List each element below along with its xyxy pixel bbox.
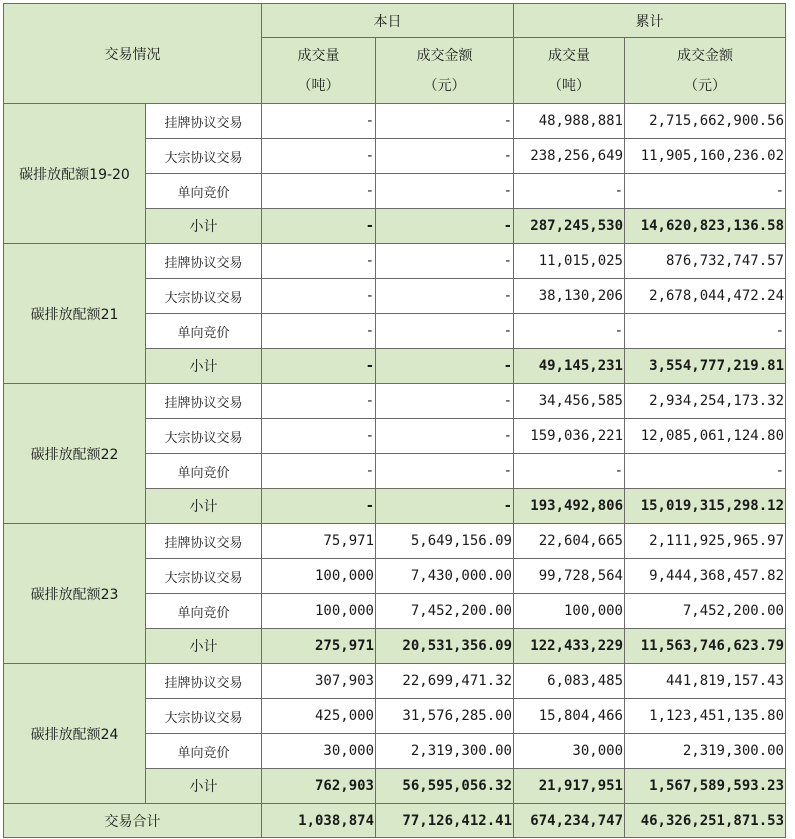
subtotal-label: 小计 — [146, 209, 262, 244]
trade-type-label: 挂牌协议交易 — [146, 104, 262, 139]
subtotal-today-amount: - — [376, 349, 514, 384]
trade-type-label: 大宗协议交易 — [146, 559, 262, 594]
today-amount-cell: 7,430,000.00 — [376, 559, 514, 594]
subtotal-today-volume: 275,971 — [262, 629, 376, 664]
cumulative-amount-header: 成交金额 （元） — [625, 38, 786, 104]
cumulative-amount-cell: 9,444,368,457.82 — [625, 559, 786, 594]
trade-type-label: 单向竞价 — [146, 174, 262, 209]
today-volume-cell: 30,000 — [262, 734, 376, 769]
cumulative-amount-cell: 2,111,925,965.97 — [625, 524, 786, 559]
cumulative-amount-cell: - — [625, 454, 786, 489]
group-label: 碳排放配额22 — [4, 384, 146, 524]
cumulative-volume-cell: 48,988,881 — [514, 104, 625, 139]
trade-type-label: 大宗协议交易 — [146, 699, 262, 734]
today-amount-cell: 22,699,471.32 — [376, 664, 514, 699]
today-volume-cell: 100,000 — [262, 559, 376, 594]
trade-type-label: 大宗协议交易 — [146, 139, 262, 174]
today-volume-cell: - — [262, 244, 376, 279]
trade-type-label: 挂牌协议交易 — [146, 244, 262, 279]
subtotal-today-amount: 20,531,356.09 — [376, 629, 514, 664]
subtotal-today-volume: 762,903 — [262, 769, 376, 804]
today-volume-cell: - — [262, 139, 376, 174]
cumulative-amount-cell: 2,715,662,900.56 — [625, 104, 786, 139]
subtotal-label: 小计 — [146, 629, 262, 664]
grand-total-cumulative-volume: 674,234,747 — [514, 804, 625, 838]
subtotal-cumulative-volume: 21,917,951 — [514, 769, 625, 804]
cumulative-amount-cell: 2,319,300.00 — [625, 734, 786, 769]
today-volume-header: 成交量 （吨） — [262, 38, 376, 104]
today-volume-cell: 75,971 — [262, 524, 376, 559]
cumulative-volume-cell: 15,804,466 — [514, 699, 625, 734]
category-header: 交易情况 — [4, 4, 262, 104]
today-amount-header: 成交金额 （元） — [376, 38, 514, 104]
table-row — [4, 384, 786, 419]
subtotal-cumulative-amount: 15,019,315,298.12 — [625, 489, 786, 524]
today-amount-cell: - — [376, 384, 514, 419]
cumulative-amount-cell: - — [625, 314, 786, 349]
subtotal-label: 小计 — [146, 489, 262, 524]
today-header: 本日 — [262, 4, 514, 38]
today-amount-cell: - — [376, 419, 514, 454]
cumulative-volume-cell: 238,256,649 — [514, 139, 625, 174]
cumulative-volume-header: 成交量 （吨） — [514, 38, 625, 104]
grand-total-row — [4, 804, 786, 838]
cumulative-header: 累计 — [514, 4, 786, 38]
cumulative-volume-cell: 30,000 — [514, 734, 625, 769]
subtotal-today-volume: - — [262, 349, 376, 384]
grand-total-today-volume: 1,038,874 — [262, 804, 376, 838]
subtotal-cumulative-amount: 14,620,823,136.58 — [625, 209, 786, 244]
cumulative-amount-cell: 441,819,157.43 — [625, 664, 786, 699]
today-amount-cell: 5,649,156.09 — [376, 524, 514, 559]
trading-summary-table — [3, 3, 786, 838]
cumulative-volume-cell: - — [514, 454, 625, 489]
today-volume-cell: - — [262, 384, 376, 419]
today-volume-cell: - — [262, 314, 376, 349]
group-label: 碳排放配额19-20 — [4, 104, 146, 244]
cumulative-volume-cell: 34,456,585 — [514, 384, 625, 419]
today-volume-cell: 425,000 — [262, 699, 376, 734]
today-volume-cell: - — [262, 174, 376, 209]
subtotal-today-volume: - — [262, 209, 376, 244]
cumulative-amount-cell: 1,123,451,135.80 — [625, 699, 786, 734]
today-amount-cell: - — [376, 139, 514, 174]
trade-type-label: 大宗协议交易 — [146, 419, 262, 454]
grand-total-cumulative-amount: 46,326,251,871.53 — [625, 804, 786, 838]
today-amount-cell: - — [376, 314, 514, 349]
table-row — [4, 104, 786, 139]
subtotal-cumulative-volume: 287,245,530 — [514, 209, 625, 244]
cumulative-volume-cell: 38,130,206 — [514, 279, 625, 314]
table-row — [4, 524, 786, 559]
group-label: 碳排放配额23 — [4, 524, 146, 664]
subtotal-cumulative-amount: 1,567,589,593.23 — [625, 769, 786, 804]
trade-type-label: 挂牌协议交易 — [146, 664, 262, 699]
cumulative-volume-cell: 6,083,485 — [514, 664, 625, 699]
cumulative-amount-cell: 12,085,061,124.80 — [625, 419, 786, 454]
trade-type-label: 单向竞价 — [146, 314, 262, 349]
today-amount-cell: - — [376, 244, 514, 279]
today-amount-cell: - — [376, 104, 514, 139]
table-row — [4, 244, 786, 279]
trade-type-label: 单向竞价 — [146, 734, 262, 769]
cumulative-amount-cell: 2,678,044,472.24 — [625, 279, 786, 314]
today-amount-cell: 2,319,300.00 — [376, 734, 514, 769]
cumulative-volume-cell: 11,015,025 — [514, 244, 625, 279]
cumulative-amount-cell: 11,905,160,236.02 — [625, 139, 786, 174]
today-amount-cell: - — [376, 174, 514, 209]
cumulative-volume-cell: 159,036,221 — [514, 419, 625, 454]
subtotal-cumulative-volume: 122,433,229 — [514, 629, 625, 664]
today-volume-cell: - — [262, 104, 376, 139]
today-amount-cell: 31,576,285.00 — [376, 699, 514, 734]
grand-total-label: 交易合计 — [4, 804, 262, 838]
table-row — [4, 664, 786, 699]
group-label: 碳排放配额24 — [4, 664, 146, 804]
today-amount-cell: - — [376, 279, 514, 314]
today-amount-cell: 7,452,200.00 — [376, 594, 514, 629]
cumulative-volume-cell: 100,000 — [514, 594, 625, 629]
cumulative-amount-cell: 7,452,200.00 — [625, 594, 786, 629]
today-amount-cell: - — [376, 454, 514, 489]
cumulative-amount-cell: - — [625, 174, 786, 209]
trade-type-label: 大宗协议交易 — [146, 279, 262, 314]
group-label: 碳排放配额21 — [4, 244, 146, 384]
grand-total-today-amount: 77,126,412.41 — [376, 804, 514, 838]
trade-type-label: 单向竞价 — [146, 454, 262, 489]
subtotal-cumulative-volume: 49,145,231 — [514, 349, 625, 384]
cumulative-amount-cell: 876,732,747.57 — [625, 244, 786, 279]
subtotal-today-volume: - — [262, 489, 376, 524]
subtotal-today-amount: 56,595,056.32 — [376, 769, 514, 804]
today-volume-cell: 100,000 — [262, 594, 376, 629]
subtotal-today-amount: - — [376, 489, 514, 524]
cumulative-volume-cell: - — [514, 314, 625, 349]
today-volume-cell: - — [262, 454, 376, 489]
cumulative-amount-cell: 2,934,254,173.32 — [625, 384, 786, 419]
subtotal-cumulative-amount: 3,554,777,219.81 — [625, 349, 786, 384]
trade-type-label: 挂牌协议交易 — [146, 384, 262, 419]
trade-type-label: 挂牌协议交易 — [146, 524, 262, 559]
today-volume-cell: - — [262, 279, 376, 314]
cumulative-volume-cell: 22,604,665 — [514, 524, 625, 559]
subtotal-label: 小计 — [146, 769, 262, 804]
cumulative-volume-cell: - — [514, 174, 625, 209]
subtotal-label: 小计 — [146, 349, 262, 384]
subtotal-cumulative-amount: 11,563,746,623.79 — [625, 629, 786, 664]
cumulative-volume-cell: 99,728,564 — [514, 559, 625, 594]
subtotal-cumulative-volume: 193,492,806 — [514, 489, 625, 524]
today-volume-cell: 307,903 — [262, 664, 376, 699]
subtotal-today-amount: - — [376, 209, 514, 244]
trade-type-label: 单向竞价 — [146, 594, 262, 629]
today-volume-cell: - — [262, 419, 376, 454]
